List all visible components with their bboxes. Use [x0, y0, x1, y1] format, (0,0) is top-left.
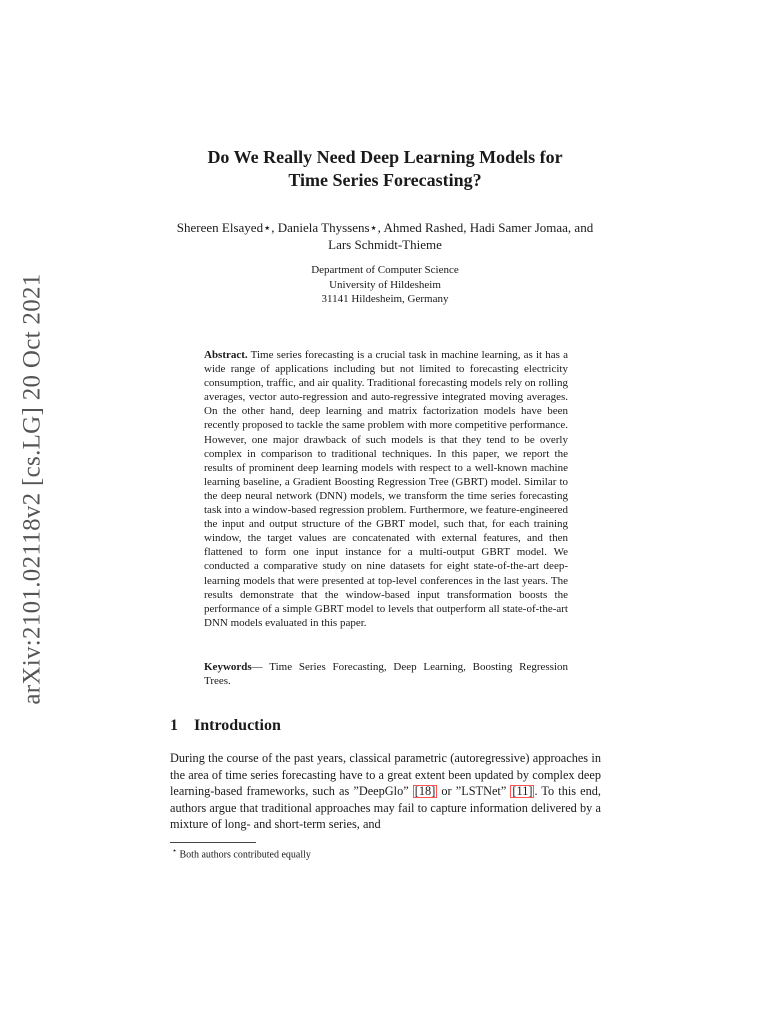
- arxiv-identifier: [14, 273, 52, 705]
- keywords: [204, 660, 568, 688]
- authors-line-2: Lars Schmidt-Thieme: [328, 237, 442, 252]
- affiliation-address: 31141 Hildesheim, Germany: [321, 293, 449, 305]
- abstract-text: Time series forecasting is a crucial task in machine learning, as it has a wide range of applications including but not limited to forecasting electricity consumption, traffic, and air quality. Traditional forecasting models rely on rolling averages, vector auto-regression and auto-regressive integrated moving averages. On the other hand, deep learning and matrix factorization models have been recently proposed to tackle the same problem with more competitive performance. However, one major drawback of such models is that they tend to be overly complex in comparison to traditional techniques. In this paper, we report the results of prominent deep learning models with respect to a well-known machine learning baseline, a Gradient Boosting Regression Tree (GBRT) model. Similar to the deep neural network (DNN) models, we transform the time series forecasting task into a window-based regression problem. Furthermore, we feature-engineered the input and output structure of the GBRT model, such that, for each training window, the target values are concatenated with external features, and then flattened to form one input instance for a multi-output GBRT model. We conducted a comparative study on nine datasets for eight state-of-the-art deep-learning models that were presented at top-level conferences in the last years. The results demonstrate that the window-based input transformation boosts the performance of a simple GBRT model to levels that outperform all state-of-the-art DNN models evaluated in this paper.: [204, 349, 568, 629]
- citation-link-11[interactable]: [11]: [512, 784, 533, 799]
- section-number: 1: [170, 717, 178, 734]
- abstract-label: Abstract.: [204, 349, 248, 361]
- arxiv-identifier-text: arXiv:2101.02118v2 [cs.LG] 20 Oct 2021: [19, 273, 46, 705]
- abstract: [204, 348, 568, 630]
- section-title: Introduction: [194, 717, 281, 734]
- intro-text-2: or ”LSTNet”: [441, 784, 507, 799]
- intro-text-1: During the course of the past years, classical parametric (autoregressive) approaches in the area of time series forecasting have to a great extent been updated by complex deep learning-based frameworks, such as ”DeepGlo”: [170, 751, 601, 799]
- footnote-text: Both authors contributed equally: [179, 849, 311, 861]
- title-line-1: Do We Really Need Deep Learning Models for: [207, 147, 563, 167]
- paper-title: [170, 146, 600, 192]
- section-heading-introduction: [170, 717, 281, 735]
- affiliation-university: University of Hildesheim: [329, 278, 441, 291]
- affiliation-department: Department of Computer Science: [311, 264, 459, 276]
- title-line-2: Time Series Forecasting?: [288, 170, 482, 190]
- intro-text-3: . To this end, authors argue that traditional approaches may fail to capture information delivered by a mixture of long- and short-term series, and: [170, 784, 601, 832]
- authors-line-1: Shereen Elsayed⋆, Daniela Thyssens⋆, Ahmed Rashed, Hadi Samer Jomaa, and: [176, 220, 594, 235]
- introduction-paragraph: [170, 750, 601, 833]
- footnote-marker: ⋆: [172, 846, 178, 855]
- footnote-divider: [170, 842, 256, 843]
- keywords-label: Keywords: [204, 661, 252, 673]
- author-list: [160, 219, 610, 253]
- affiliation: [200, 263, 570, 307]
- keywords-text: — Time Series Forecasting, Deep Learning, Boosting Regression Trees.: [204, 661, 568, 688]
- citation-link-18[interactable]: [18]: [414, 784, 436, 799]
- footnote: [172, 846, 311, 860]
